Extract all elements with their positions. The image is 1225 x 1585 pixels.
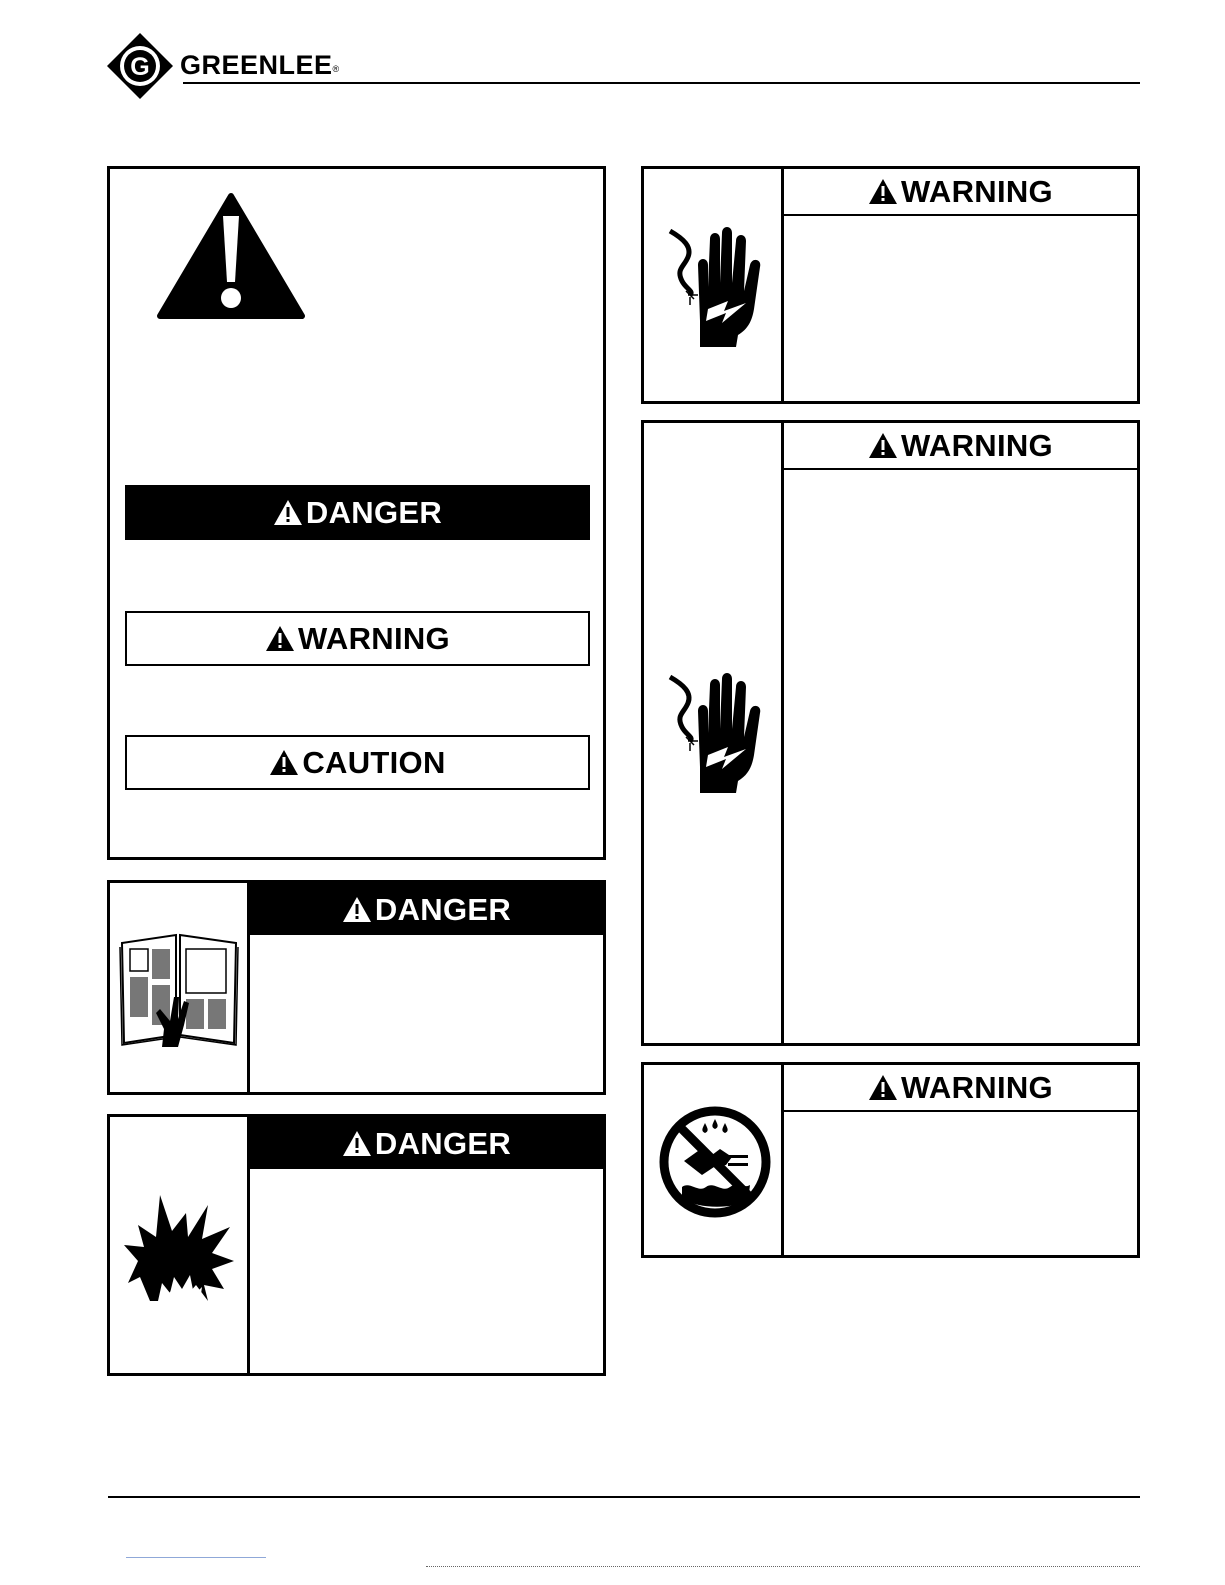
alert-mini-icon xyxy=(273,499,303,526)
warning-electric-shock-box xyxy=(641,166,1140,404)
warning-signal-banner xyxy=(125,611,590,666)
danger-label: DANGER xyxy=(374,1125,512,1161)
brand-name xyxy=(180,50,340,84)
caution-label: CAUTION xyxy=(302,745,446,780)
alert-mini-icon xyxy=(265,625,295,652)
alert-mini-icon xyxy=(868,1074,898,1101)
registered-mark: ® xyxy=(332,64,340,74)
header-rule xyxy=(784,1110,1137,1112)
warning-no-water-box xyxy=(641,1062,1140,1258)
alert-mini-icon xyxy=(342,896,372,923)
header-rule xyxy=(183,82,1140,84)
caution-signal-banner xyxy=(125,735,590,790)
safety-alert-definitions-box xyxy=(107,166,606,860)
logo-letter: G xyxy=(130,53,150,81)
footer-rule xyxy=(108,1496,1140,1498)
warning-header xyxy=(784,169,1137,214)
icon-column-divider xyxy=(781,423,784,1043)
read-manual-icon xyxy=(118,931,242,1049)
danger-read-manual-box xyxy=(107,880,606,1095)
danger-label: DANGER xyxy=(374,891,512,927)
explosion-icon xyxy=(124,1191,236,1303)
alert-mini-icon xyxy=(868,432,898,459)
safety-alert-triangle-icon xyxy=(156,190,306,322)
alert-mini-icon xyxy=(342,1130,372,1157)
greenlee-logo-icon xyxy=(106,32,174,100)
electric-shock-hand-icon xyxy=(664,225,764,349)
brand-name-text: GREENLEE xyxy=(180,50,333,80)
footer-dotted-rule xyxy=(426,1566,1140,1567)
danger-signal-banner xyxy=(125,485,590,540)
alert-mini-icon xyxy=(868,178,898,205)
warning-header xyxy=(784,423,1137,468)
footer-link-underline xyxy=(126,1557,266,1558)
warning-electric-shock-box xyxy=(641,420,1140,1046)
danger-header xyxy=(250,1117,603,1169)
alert-mini-icon xyxy=(269,749,299,776)
warning-header xyxy=(784,1065,1137,1110)
no-water-exposure-icon xyxy=(658,1105,772,1219)
danger-header xyxy=(250,883,603,935)
danger-explosion-box xyxy=(107,1114,606,1376)
warning-label: WARNING xyxy=(298,621,450,656)
warning-label: WARNING xyxy=(901,174,1053,209)
header-rule xyxy=(784,214,1137,216)
warning-label: WARNING xyxy=(901,428,1053,463)
danger-label: DANGER xyxy=(305,495,443,530)
electric-shock-hand-icon xyxy=(664,671,764,795)
warning-label: WARNING xyxy=(901,1070,1053,1105)
header-rule xyxy=(784,468,1137,470)
